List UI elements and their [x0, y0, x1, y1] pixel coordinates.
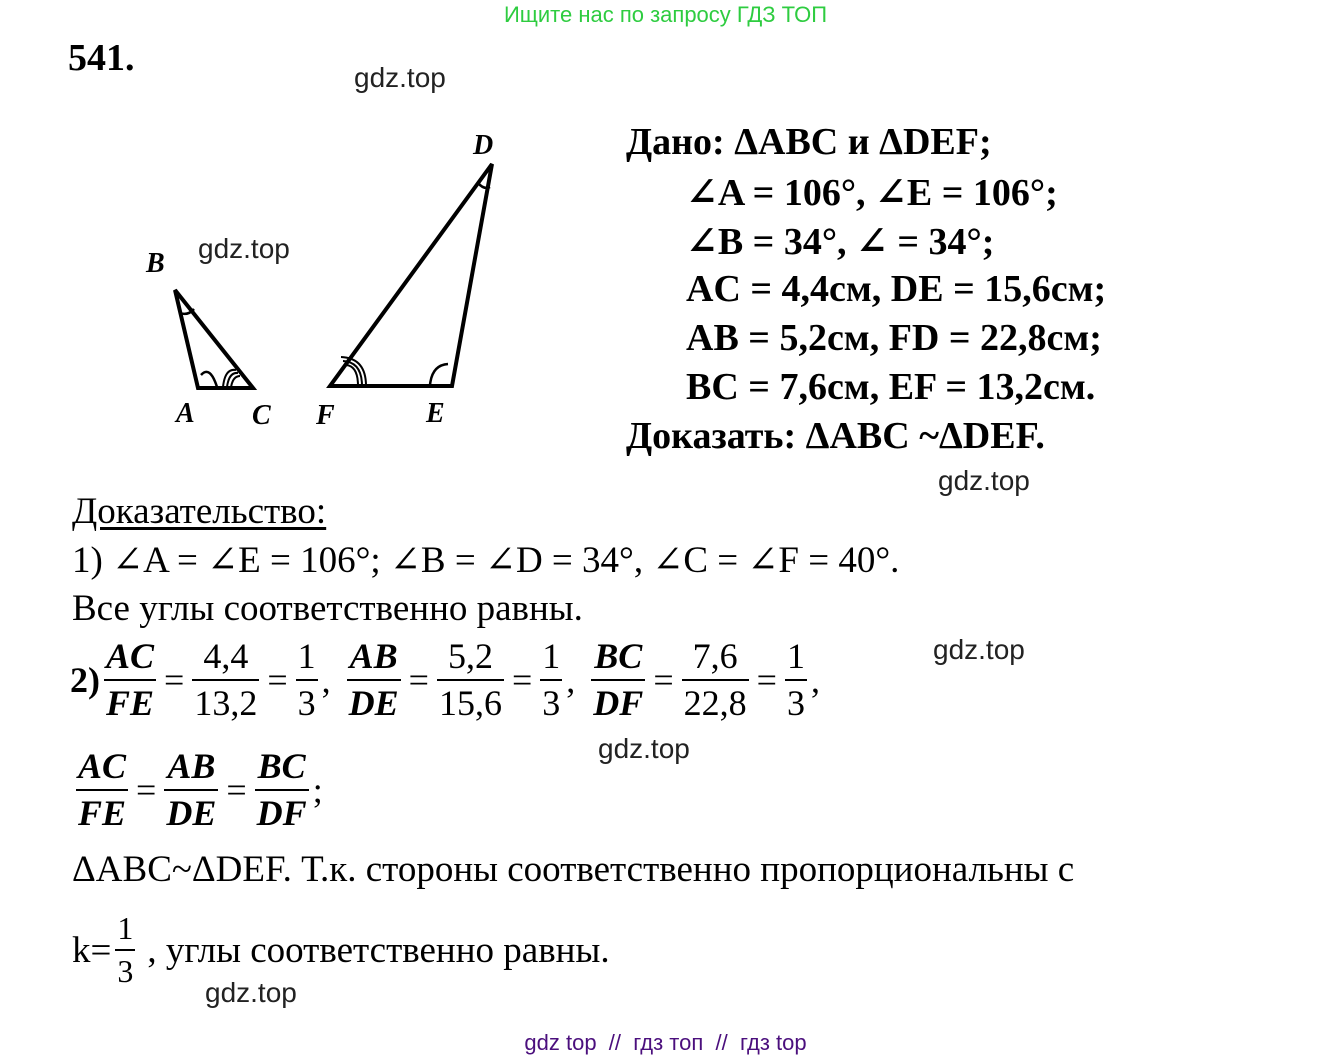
given-line: AB = 5,2см, FD = 22,8см; — [686, 317, 1102, 359]
vertex-label-a: A — [176, 398, 195, 429]
fraction: $\frac{1}{3}$ — [786, 636, 805, 723]
proof-step-1: 1) ∠A = ∠E = 106°; ∠B = ∠D = 34°, ∠C = ∠F = 40°. — [72, 540, 900, 581]
footer-links: gdz top // гдз топ // гдз top — [524, 1030, 807, 1055]
fraction: $\frac{AB}{DE}$ — [348, 636, 399, 723]
fraction: $\frac{1}{3}$ — [542, 636, 561, 723]
fraction: $\frac{AC}{FE}$ — [106, 636, 155, 723]
watermark: gdz.top — [198, 233, 290, 264]
proof-conclusion: ΔABC~ΔDEF. Т.к. стороны соответственно пропорциональны с — [72, 849, 1075, 890]
proof-step-1-conclusion: Все углы соответственно равны. — [72, 588, 583, 629]
vertex-label-b: B — [146, 248, 165, 279]
fraction: $\frac{AC}{FE}$ — [78, 746, 127, 833]
given-title: Дано: ΔABC и ΔDEF; — [626, 121, 992, 163]
triangle-abc — [175, 290, 253, 388]
task-number: 541. — [68, 37, 135, 79]
proof-ratio-chain: $\frac{AC}{FE}$ = $\frac{AB}{DE}$ = $\frac{BC}{DF}$ ; — [78, 746, 323, 833]
proof-step-2-ratios: 2) $\frac{AC}{FE}$ = $\frac{4,4}{13,2}$ = $\frac{1}{3}$ , $\frac{AB}{DE}$ = $\frac{5,2}{15,6}$ = $\frac{1}{3}$ , $\frac{BC}{DF}$ = $\frac{7,6}{22,8}$ = $\frac{1}{3}$ , — [70, 636, 820, 723]
watermark: gdz.top — [598, 733, 690, 764]
prove-statement: Доказать: ΔABC ~ΔDEF. — [626, 415, 1045, 457]
vertex-label-c: C — [252, 400, 271, 431]
fraction: $\frac{BC}{DF}$ — [593, 636, 644, 723]
triangles-diagram — [130, 120, 530, 440]
watermark: gdz.top — [354, 62, 446, 93]
vertex-label-f: F — [316, 400, 335, 431]
proof-heading: Доказательство: — [72, 491, 327, 532]
step-2-prefix: 2) — [70, 660, 100, 701]
triangle-def — [330, 164, 492, 386]
watermark: gdz.top — [938, 465, 1030, 496]
vertex-label-d: D — [473, 130, 494, 161]
vertex-label-e: E — [426, 398, 445, 429]
fraction: $\frac{4,4}{13,2}$ — [194, 636, 258, 723]
given-line: AC = 4,4см, DE = 15,6см; — [686, 268, 1107, 310]
fraction: $\frac{5,2}{15,6}$ — [438, 636, 502, 723]
watermark: gdz.top — [205, 977, 297, 1008]
given-line: BC = 7,6см, EF = 13,2см. — [686, 366, 1096, 408]
fraction: $\frac{1}{3}$ — [297, 636, 316, 723]
fraction: $\frac{AB}{DE}$ — [166, 746, 217, 833]
proof-k-statement: k= $\frac{1}{3}$ , углы соответственно равны. — [72, 910, 610, 989]
fraction: $\frac{BC}{DF}$ — [256, 746, 307, 833]
given-line: ∠B = 34°, ∠ = 34°; — [686, 221, 995, 263]
triangles-figure — [130, 120, 530, 440]
watermark: gdz.top — [933, 634, 1025, 665]
fraction: $\frac{1}{3}$ — [117, 910, 134, 989]
fraction: $\frac{7,6}{22,8}$ — [683, 636, 747, 723]
search-banner: Ищите нас по запросу ГДЗ ТОП — [503, 2, 828, 27]
given-line: ∠A = 106°, ∠E = 106°; — [686, 172, 1058, 214]
